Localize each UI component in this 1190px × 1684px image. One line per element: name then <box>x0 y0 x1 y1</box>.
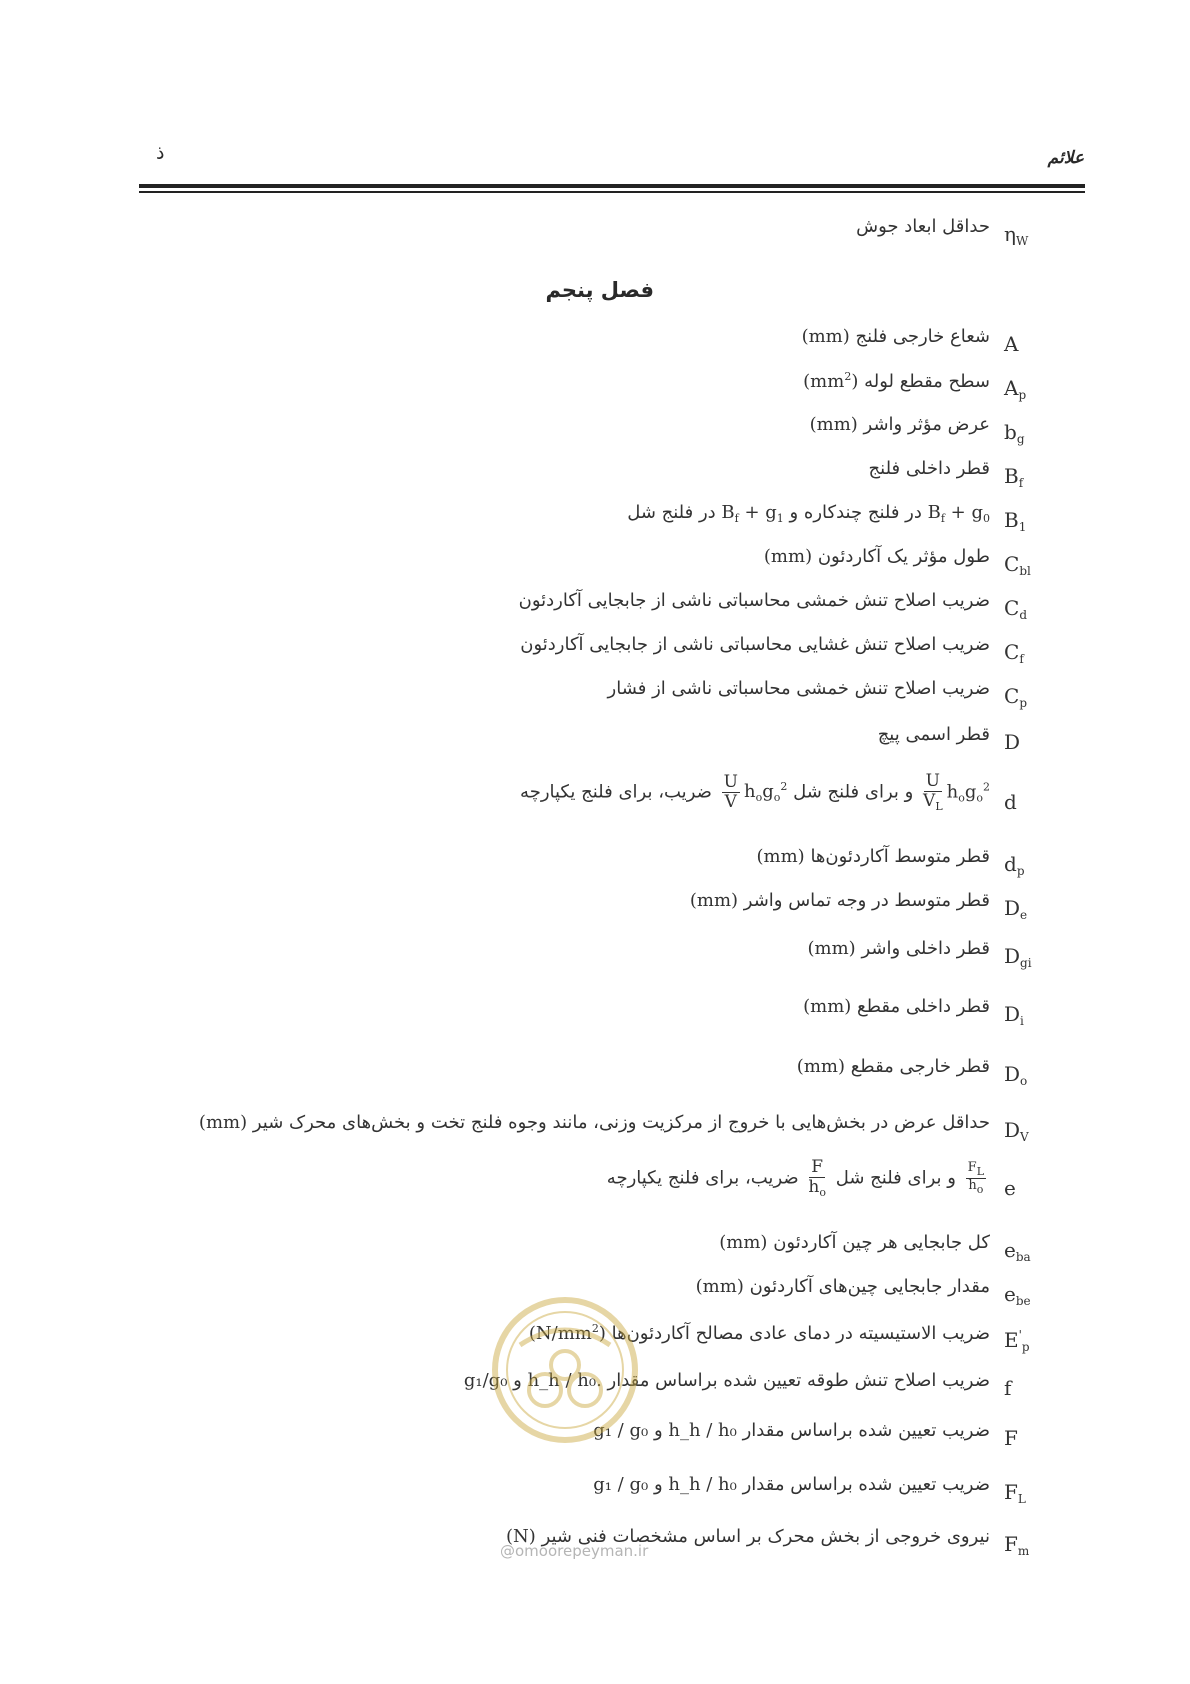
symbol: $C_f$ <box>1004 640 1024 666</box>
symbol-row <box>0 678 1190 718</box>
symbol: e <box>1004 1176 1016 1200</box>
symbol: $C_d$ <box>1004 596 1027 622</box>
description: سطح مقطع لوله $(mm^2)$ <box>803 370 990 392</box>
symbol-row <box>0 590 1190 630</box>
symbol-row <box>0 216 1190 256</box>
description: کل جابجایی هر چین آکاردئون (mm) <box>719 1232 990 1253</box>
symbol: $E'_p$ <box>1004 1328 1030 1354</box>
symbol: D <box>1004 730 1021 754</box>
section-title: علائم <box>1047 148 1084 168</box>
description: قطر متوسط در وجه تماس واشر (mm) <box>689 890 990 911</box>
header-rule-thick <box>139 184 1085 188</box>
symbol: $\eta_W$ <box>1004 222 1029 248</box>
description: ضریب تعیین شده براساس مقدار g₁ / g₀ و h_h / h₀ <box>593 1420 990 1441</box>
description: ضریب الاستیسیته در دمای عادی مصالح آکاردئون‌ها $(N/mm^2)$ <box>528 1322 990 1344</box>
symbol-row <box>0 996 1190 1036</box>
symbol: $B_1$ <box>1004 508 1027 534</box>
symbol-row <box>0 546 1190 586</box>
header-rule-thin <box>139 191 1085 193</box>
symbol: $F_m$ <box>1004 1532 1030 1558</box>
description: حداقل ابعاد جوش <box>856 216 990 237</box>
symbol-row <box>0 326 1190 366</box>
symbol: $b_g$ <box>1004 420 1025 446</box>
description: عرض مؤثر واشر (mm) <box>809 414 990 435</box>
symbol: $D_V$ <box>1004 1118 1029 1144</box>
symbol: F <box>1004 1426 1018 1450</box>
symbol-row <box>0 938 1190 978</box>
fraction: $\frac{F_L}{h_o}$ <box>967 1159 984 1196</box>
symbol: $D_{gi}$ <box>1004 944 1032 970</box>
description: قطر داخلی مقطع (mm) <box>803 996 990 1017</box>
description: ضریب اصلاح تنش خمشی محاسباتی ناشی از جابجایی آکاردئون <box>518 590 990 611</box>
description: قطر داخلی واشر (mm) <box>807 938 990 959</box>
symbol-row <box>0 502 1190 542</box>
symbol: $C_p$ <box>1004 684 1027 710</box>
symbol-row <box>0 414 1190 454</box>
description: قطر متوسط آکاردئون‌ها (mm) <box>756 846 990 867</box>
description: ضریب اصلاح تنش خمشی محاسباتی ناشی از فشار <box>607 678 990 699</box>
symbol-row <box>0 846 1190 886</box>
symbol: $D_i$ <box>1004 1002 1024 1028</box>
symbol-row <box>0 458 1190 498</box>
symbol-row <box>0 772 1190 832</box>
symbol: $A_p$ <box>1004 376 1027 402</box>
symbol-row <box>0 1474 1190 1514</box>
symbol: f <box>1004 1376 1012 1400</box>
description: طول مؤثر یک آکاردئون (mm) <box>763 546 990 567</box>
description: قطر خارجی مقطع (mm) <box>796 1056 990 1077</box>
page-number: ذ <box>156 142 165 164</box>
description: $\frac{U}{V_L}$ $h_og_o^2$ و برای فلنج شل $\frac{U}{V}$ $h_og_o^2$ ضریب، برای فلنج یکپارچه <box>520 771 990 813</box>
symbol: $D_o$ <box>1004 1062 1028 1088</box>
symbol-row <box>0 1056 1190 1096</box>
symbol-row <box>0 1112 1190 1152</box>
watermark-seal-icon <box>490 1295 640 1445</box>
description: مقدار جابجایی چین‌های آکاردئون (mm) <box>695 1276 990 1297</box>
symbol-row <box>0 890 1190 930</box>
symbol-row <box>0 1158 1190 1218</box>
description: ضریب اصلاح تنش طوقه تعیین شده براساس مقدار g₁/g₀ و h_h / h₀. <box>463 1370 990 1391</box>
symbol: A <box>1004 332 1019 356</box>
description: $\frac{F_L}{h_o}$ و برای فلنج شل $\frac{F}{h_o}$ ضریب، برای فلنج یکپارچه <box>606 1157 984 1199</box>
symbol-row <box>0 370 1190 410</box>
description: قطر اسمی پیچ <box>877 724 990 745</box>
description: قطر داخلی فلنج <box>868 458 990 479</box>
symbol: $B_f$ <box>1004 464 1024 490</box>
description: $B_f + g_0$ در فلنج چندکاره و $B_f + g_1$ در فلنج شل <box>627 502 990 525</box>
symbol: $D_e$ <box>1004 896 1028 922</box>
description: ضریب اصلاح تنش غشایی محاسباتی ناشی از جابجایی آکاردئون <box>520 634 990 655</box>
symbol: $e_{be}$ <box>1004 1282 1031 1308</box>
chapter-title: فصل پنجم <box>545 278 654 302</box>
symbol-row <box>0 1232 1190 1272</box>
symbol: $d_p$ <box>1004 852 1025 878</box>
fraction: $\frac{U}{V}$ <box>723 772 738 812</box>
symbol: $F_L$ <box>1004 1480 1026 1506</box>
symbol: $C_{bl}$ <box>1004 552 1031 578</box>
symbol-row <box>0 634 1190 674</box>
fraction: $\frac{F}{h_o}$ <box>808 1157 826 1199</box>
symbol: d <box>1004 790 1017 814</box>
description: ضریب تعیین شده براساس مقدار g₁ / g₀ و h_h / h₀ <box>593 1474 990 1495</box>
watermark-url: @omoorepeyman.ir <box>500 1542 649 1560</box>
symbol: $e_{ba}$ <box>1004 1238 1031 1264</box>
fraction: $\frac{U}{V_L}$ <box>923 771 943 813</box>
symbol-row <box>0 724 1190 764</box>
description: نیروی خروجی از بخش محرک بر اساس مشخصات فنی شیر (N) <box>506 1526 990 1547</box>
description: شعاع خارجی فلنج (mm) <box>801 326 990 347</box>
description: حداقل عرض در بخش‌هایی با خروج از مرکزیت وزنی، مانند وجوه فلنج تخت و بخش‌های محرک شیر (mm) <box>198 1112 990 1133</box>
